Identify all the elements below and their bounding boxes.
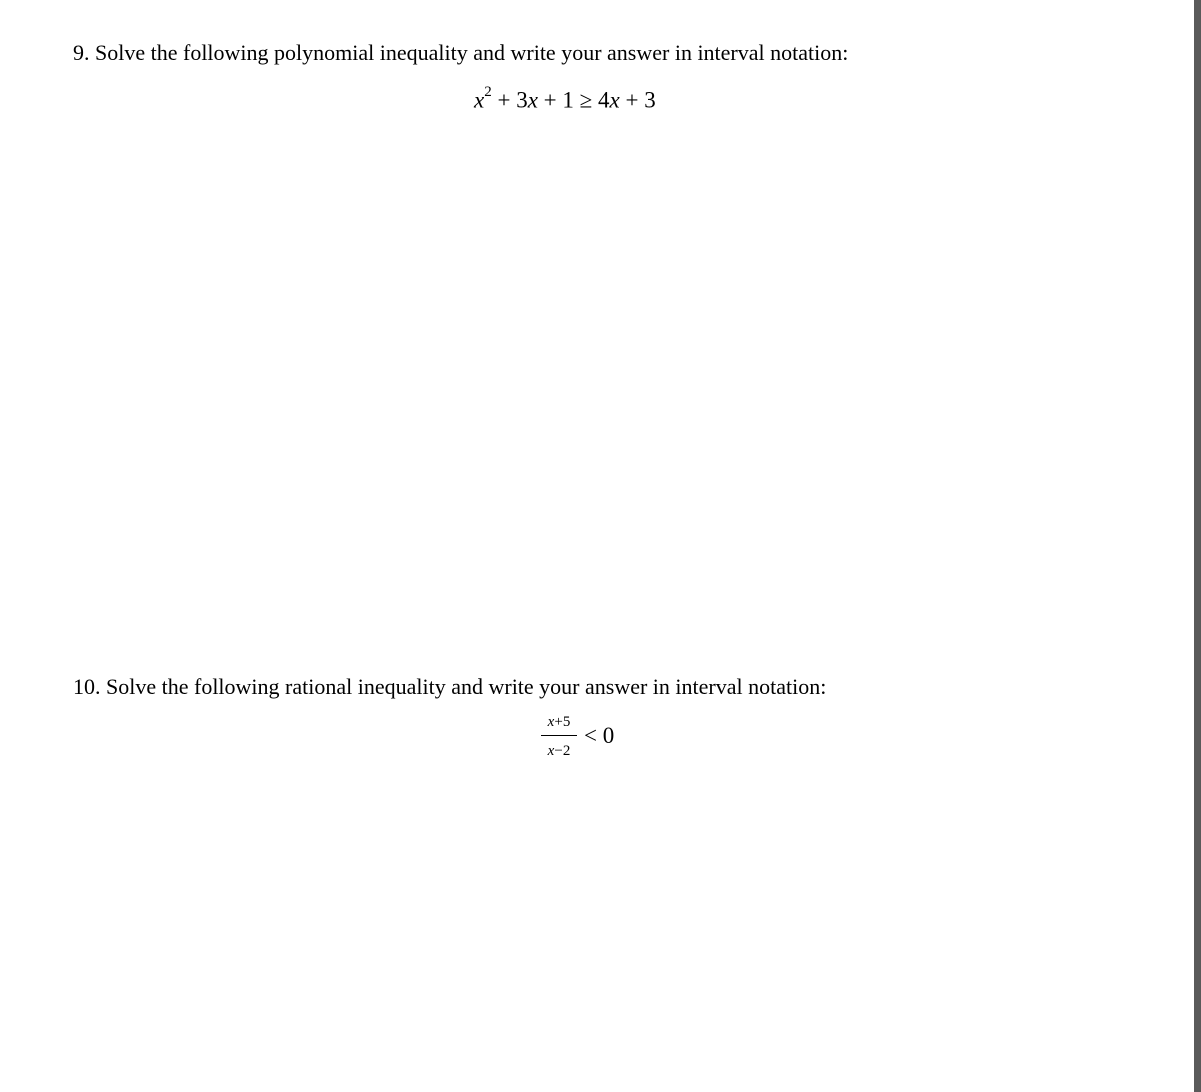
q10-fraction-bar xyxy=(541,735,577,736)
question-9-inequality xyxy=(474,81,656,115)
q10-relation: < 0 xyxy=(584,723,615,748)
question-10-prompt: 10. Solve the following rational inequality and write your answer in interval notation: xyxy=(73,674,827,699)
q9-expression-rest: + 3x + 1 ≥ 4x + 3 xyxy=(497,87,656,113)
q10-numerator: x+5 xyxy=(547,714,571,730)
q10-denominator: x−2 xyxy=(547,743,571,759)
q9-variable: x xyxy=(474,87,485,113)
q9-exponent: 2 xyxy=(484,84,492,100)
question-9-prompt: 9. Solve the following polynomial inequality and write your answer in interval notation: xyxy=(73,40,849,65)
viewer-scrollbar-edge xyxy=(1194,0,1201,1092)
